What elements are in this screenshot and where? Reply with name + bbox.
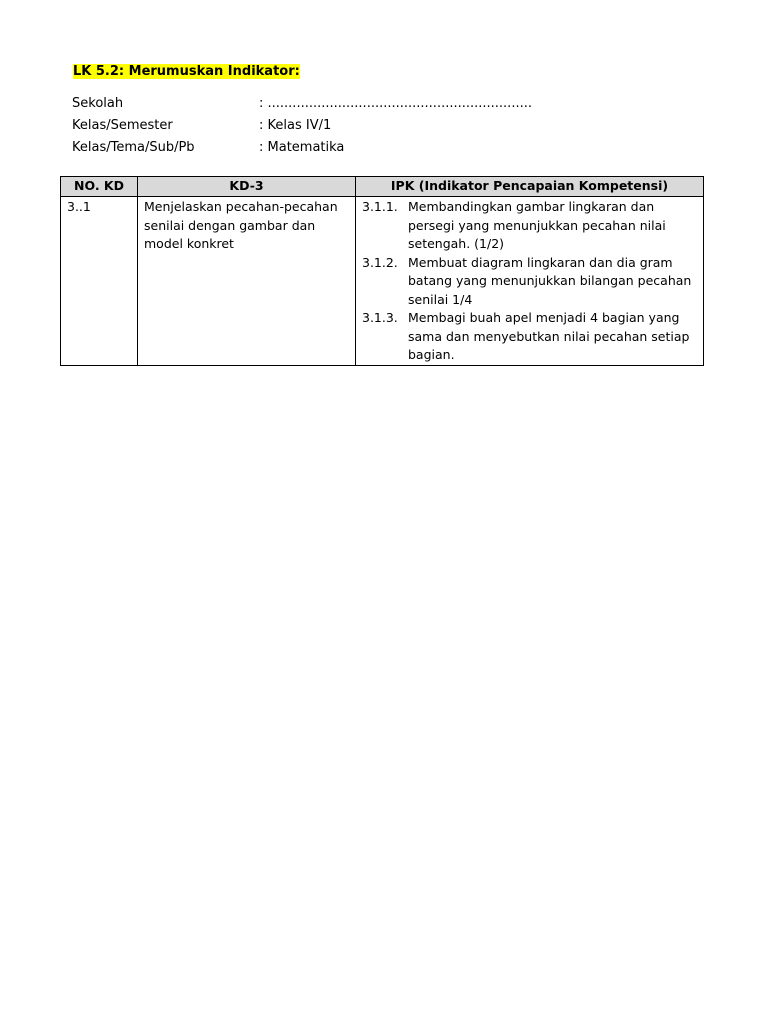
- table-header-row: [61, 177, 704, 197]
- table-row: [61, 197, 704, 366]
- info-value: : ................................................................: [259, 96, 532, 111]
- info-row-kelas-semester: [72, 117, 692, 139]
- header-no-kd: NO. KD: [61, 177, 138, 197]
- page-title: [72, 63, 301, 81]
- info-label: Kelas/Semester: [72, 118, 173, 133]
- ipk-text: Membandingkan gambar lingkaran dan persegi yang menunjukkan pecahan nilai setengah. (1/2): [408, 199, 666, 251]
- ipk-item: [362, 198, 697, 254]
- ipk-number: 3.1.2.: [362, 254, 398, 270]
- ipk-item: [362, 254, 697, 310]
- cell-no-kd: 3..1: [61, 197, 138, 366]
- ipk-text: Membuat diagram lingkaran dan dia gram batang yang menunjukkan bilangan pecahan senilai 1/4: [408, 254, 692, 307]
- header-kd3: KD-3: [138, 177, 356, 197]
- page-title-text: LK 5.2: Merumuskan Indikator:: [73, 64, 300, 79]
- ipk-number: 3.1.1.: [362, 199, 398, 214]
- indicator-table: [60, 176, 704, 366]
- info-label: Kelas/Tema/Sub/Pb: [72, 140, 195, 155]
- cell-ipk: [356, 197, 704, 366]
- cell-kd3: Menjelaskan pecahan-pecahan senilai dengan gambar dan model konkret: [138, 197, 356, 366]
- info-label: Sekolah: [72, 96, 124, 111]
- info-value: : Matematika: [259, 140, 345, 155]
- info-row-sekolah: [72, 95, 692, 117]
- info-row-kelas-tema: [72, 139, 692, 161]
- ipk-text: Membagi buah apel menjadi 4 bagian yang sama dan menyebutkan nilai pecahan setiap bagian.: [408, 310, 690, 362]
- header-ipk: IPK (Indikator Pencapaian Kompetensi): [356, 177, 704, 197]
- identity-info: [72, 95, 692, 161]
- ipk-number: 3.1.3.: [362, 310, 398, 325]
- info-value: : Kelas IV/1: [259, 118, 332, 133]
- ipk-item: [362, 309, 697, 365]
